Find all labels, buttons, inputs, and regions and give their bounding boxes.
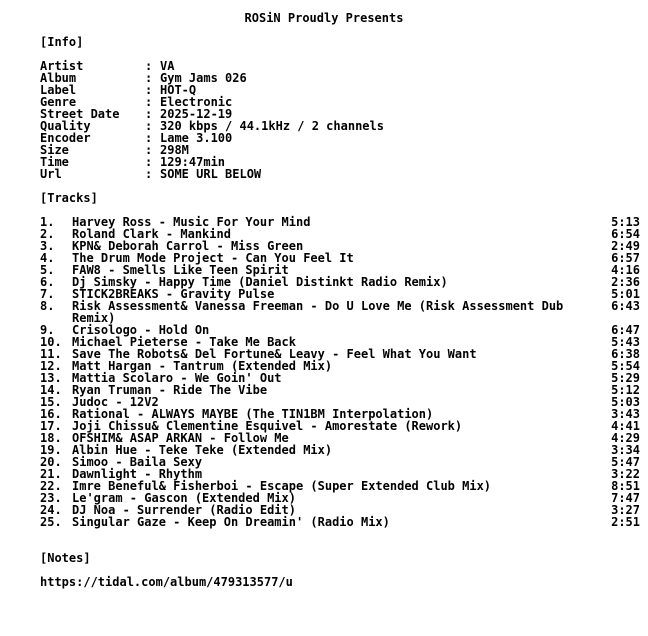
info-key: Url: [40, 167, 62, 181]
info-separator: :: [145, 59, 153, 73]
info-value: 320 kbps / 44.1kHz / 2 channels: [160, 119, 384, 133]
track-title: Michael Pieterse - Take Me Back: [72, 335, 296, 349]
track-title: Save The Robots& Del Fortune& Leavy - Feel What You Want: [72, 347, 477, 361]
track-title: Mattia Scolaro - We Goin' Out: [72, 371, 282, 385]
info-separator: :: [145, 167, 153, 181]
notes-section-label: [Notes]: [40, 551, 91, 565]
track-number: 16.: [40, 407, 62, 421]
track-number: 6.: [40, 275, 55, 289]
track-title: STICK2BREAKS - Gravity Pulse: [72, 287, 275, 301]
track-title: Matt Hargan - Tantrum (Extended Mix): [72, 359, 333, 373]
track-number: 21.: [40, 467, 62, 481]
track-number: 18.: [40, 431, 62, 445]
track-duration: 5:43: [611, 335, 640, 349]
track-number: 4.: [40, 251, 55, 265]
info-separator: :: [145, 83, 153, 97]
info-value: VA: [160, 59, 175, 73]
track-duration: 2:49: [611, 239, 640, 253]
track-duration: 2:36: [611, 275, 640, 289]
info-value: Lame 3.100: [160, 131, 233, 145]
track-title: Dj Simsky - Happy Time (Daniel Distinkt Radio Remix): [72, 275, 448, 289]
track-title: Dawnlight - Rhythm: [72, 467, 203, 481]
track-number: 25.: [40, 515, 62, 529]
track-duration: 7:47: [611, 491, 640, 505]
track-duration: 5:12: [611, 383, 640, 397]
info-key: Size: [40, 143, 69, 157]
track-title: Le'gram - Gascon (Extended Mix): [72, 491, 296, 505]
track-duration: 5:47: [611, 455, 640, 469]
info-key: Artist: [40, 59, 84, 73]
track-number: 5.: [40, 263, 55, 277]
track-title: OFSHIM& ASAP ARKAN - Follow Me: [72, 431, 289, 445]
track-duration: 6:54: [611, 227, 640, 241]
track-title: Judoc - 12V2: [72, 395, 159, 409]
info-separator: :: [145, 155, 153, 169]
info-value: 298M: [160, 143, 189, 157]
track-title: Harvey Ross - Music For Your Mind: [72, 215, 311, 229]
track-duration: 8:51: [611, 479, 640, 493]
track-number: 7.: [40, 287, 55, 301]
info-key: Time: [40, 155, 69, 169]
track-duration: 5:01: [611, 287, 640, 301]
track-duration: 6:38: [611, 347, 640, 361]
track-title: Rational - ALWAYS MAYBE (The TIN1BM Interpolation): [72, 407, 434, 421]
track-title: Simoo - Baila Sexy: [72, 455, 203, 469]
track-duration: 6:43: [611, 299, 640, 313]
info-separator: :: [145, 143, 153, 157]
track-duration: 5:29: [611, 371, 640, 385]
track-number: 20.: [40, 455, 62, 469]
track-duration: 3:43: [611, 407, 640, 421]
track-duration: 4:29: [611, 431, 640, 445]
track-title: Singular Gaze - Keep On Dreamin' (Radio Mix): [72, 515, 390, 529]
track-title: The Drum Mode Project - Can You Feel It: [72, 251, 354, 265]
track-number: 13.: [40, 371, 62, 385]
track-duration: 3:27: [611, 503, 640, 517]
info-separator: :: [145, 119, 153, 133]
track-title: Crisologo - Hold On: [72, 323, 210, 337]
track-duration: 3:34: [611, 443, 640, 457]
track-number: 11.: [40, 347, 62, 361]
info-value: Gym Jams 026: [160, 71, 247, 85]
track-duration: 5:03: [611, 395, 640, 409]
info-value: HOT-Q: [160, 83, 197, 97]
track-title: Joji Chissu& Clementine Esquivel - Amorestate (Rework): [72, 419, 463, 433]
track-title: FAW8 - Smells Like Teen Spirit: [72, 263, 289, 277]
track-duration: 4:41: [611, 419, 640, 433]
track-title: Imre Beneful& Fisherboi - Escape (Super Extended Club Mix): [72, 479, 492, 493]
info-key: Genre: [40, 95, 77, 109]
track-duration: 6:57: [611, 251, 640, 265]
track-number: 12.: [40, 359, 62, 373]
track-number: 2.: [40, 227, 55, 241]
album-url: https://tidal.com/album/479313577/u: [40, 575, 293, 589]
info-value: Electronic: [160, 95, 233, 109]
track-duration: 3:22: [611, 467, 640, 481]
track-duration: 2:51: [611, 515, 640, 529]
track-number: 17.: [40, 419, 62, 433]
track-title: Albin Hue - Teke Teke (Extended Mix): [72, 443, 333, 457]
info-value: SOME URL BELOW: [160, 167, 262, 181]
track-number: 19.: [40, 443, 62, 457]
track-number: 10.: [40, 335, 62, 349]
info-separator: :: [145, 71, 153, 85]
tracks-section-label: [Tracks]: [40, 191, 98, 205]
track-title: Risk Assessment& Vanessa Freeman - Do U Love Me (Risk Assessment Dub Remix): [72, 299, 564, 325]
info-value: 2025-12-19: [160, 107, 233, 121]
track-number: 24.: [40, 503, 62, 517]
track-duration: 6:47: [611, 323, 640, 337]
track-number: 8.: [40, 299, 55, 313]
track-number: 23.: [40, 491, 62, 505]
track-number: 1.: [40, 215, 55, 229]
track-title: KPN& Deborah Carrol - Miss Green: [72, 239, 304, 253]
track-number: 9.: [40, 323, 55, 337]
track-title: DJ Noa - Surrender (Radio Edit): [72, 503, 296, 517]
info-value: 129:47min: [160, 155, 226, 169]
track-duration: 5:54: [611, 359, 640, 373]
info-section-label: [Info]: [40, 35, 84, 49]
info-key: Album: [40, 71, 77, 85]
info-key: Label: [40, 83, 77, 97]
track-title: Ryan Truman - Ride The Vibe: [72, 383, 268, 397]
track-number: 3.: [40, 239, 55, 253]
info-separator: :: [145, 95, 153, 109]
track-number: 22.: [40, 479, 62, 493]
info-key: Street Date: [40, 107, 120, 121]
track-number: 15.: [40, 395, 62, 409]
info-key: Encoder: [40, 131, 91, 145]
info-key: Quality: [40, 119, 91, 133]
track-number: 14.: [40, 383, 62, 397]
track-title: Roland Clark - Mankind: [72, 227, 231, 241]
track-duration: 4:16: [611, 263, 640, 277]
info-separator: :: [145, 131, 153, 145]
header-title: ROSiN Proudly Presents: [244, 11, 404, 25]
track-duration: 5:13: [611, 215, 640, 229]
info-separator: :: [145, 107, 153, 121]
